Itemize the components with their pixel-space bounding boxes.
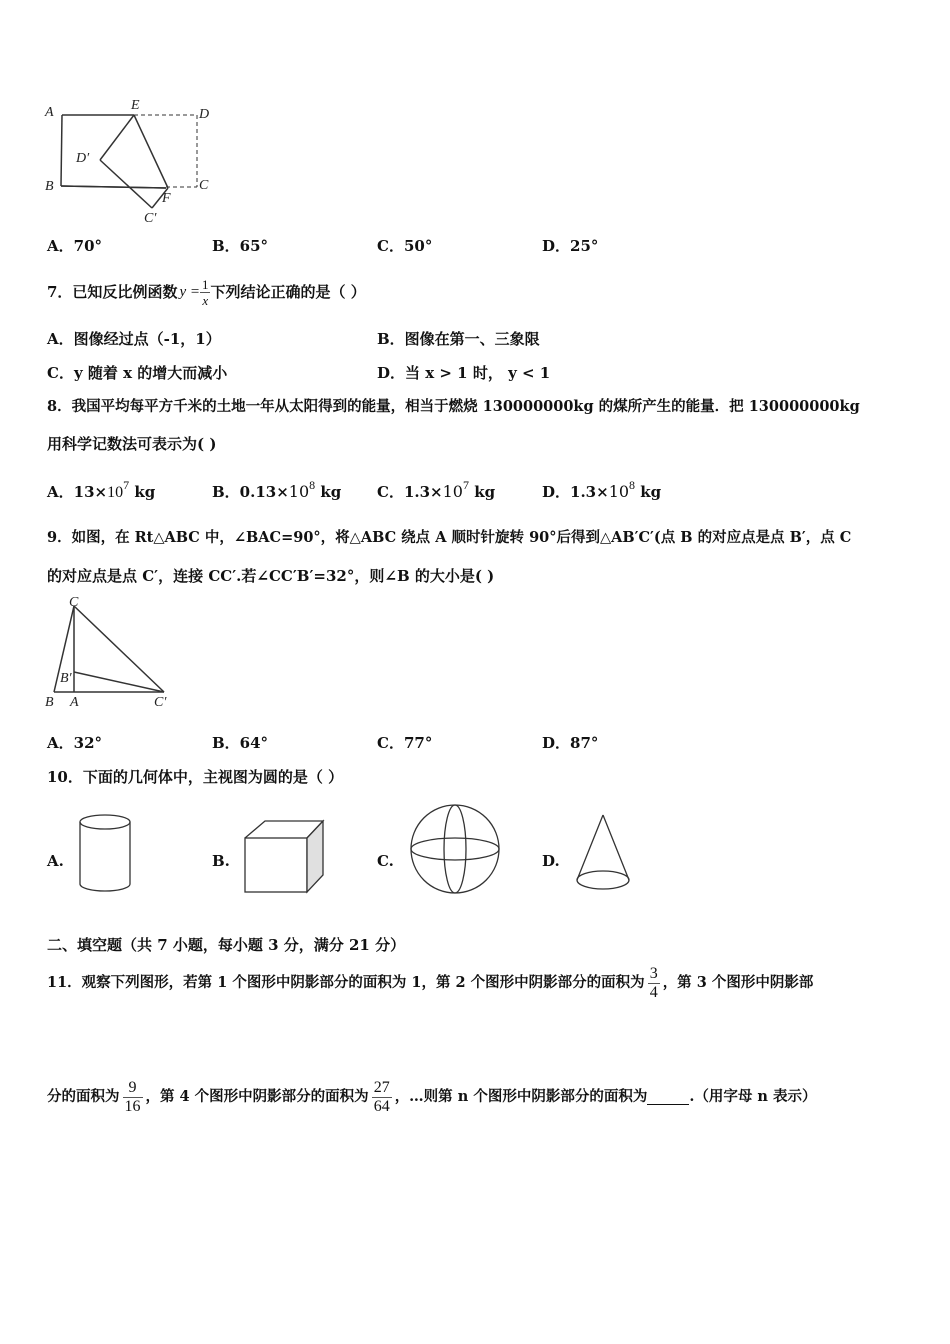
q8-option-b[interactable] xyxy=(212,478,342,503)
label-b: B xyxy=(45,179,54,194)
q10-stem: 10．下面的几何体中，主视图为圆的是（ ） xyxy=(47,768,344,786)
label-c: C xyxy=(69,596,79,610)
q10-option-c-label[interactable]: C. xyxy=(377,852,394,870)
q9-stem-line1: 9．如图，在 Rt△ABC 中，∠BAC=90°，将△ABC 绕点 A 顺时针旋转 90°后得到△AB′C′(点 B 的对应点是点 B′，点 C xyxy=(47,529,852,546)
q7-option-a[interactable]: A．图像经过点（-1，1） xyxy=(47,330,221,348)
q8-b-exp: 8 xyxy=(309,478,316,492)
q8-option-d[interactable] xyxy=(542,478,662,503)
q9-option-c[interactable]: C．77° xyxy=(377,734,433,752)
q8-b-unit: kg xyxy=(320,483,342,501)
cube-icon[interactable] xyxy=(240,818,328,896)
q11-f1-den: 4 xyxy=(649,983,658,1001)
q9-stem-line2: 的对应点是点 C′，连接 CC′.若∠CC′B′=32°，则∠B 的大小是( ) xyxy=(47,567,495,585)
q8-d-prefix: D．1.3× xyxy=(542,483,609,501)
q7-frac-num: 1 xyxy=(201,276,209,292)
q9-option-a[interactable]: A．32° xyxy=(47,734,103,752)
q8-a-base: 10 xyxy=(107,484,124,501)
q11-line2-c: ，…则第 n 个图形中阴影部分的面积为 xyxy=(394,1088,648,1105)
q8-d-exp: 8 xyxy=(629,478,636,492)
q8-d-base: 10 xyxy=(608,482,630,501)
q8-option-a[interactable] xyxy=(47,478,156,503)
q7-formula-y: y = xyxy=(179,284,200,300)
q8-d-unit: kg xyxy=(640,483,662,501)
fold-rectangle-figure xyxy=(40,96,230,226)
q11-f1-num: 3 xyxy=(649,964,658,982)
label-c-prime: C′ xyxy=(144,211,157,226)
label-f: F xyxy=(162,191,171,206)
label-c: C xyxy=(199,178,209,193)
q11-line1-b: ，第 3 个图形中阴影部 xyxy=(662,974,814,991)
q8-a-exp: 7 xyxy=(123,478,130,492)
q11-line2-d: .（用字母 n 表示） xyxy=(689,1088,817,1105)
q7-formula-fraction xyxy=(200,277,211,308)
q10-option-a-label[interactable]: A. xyxy=(47,852,64,870)
q11-f2-den: 16 xyxy=(124,1097,141,1115)
q11-f3-num: 27 xyxy=(373,1078,390,1096)
q8-b-base: 10 xyxy=(288,482,310,501)
q8-stem-line1: 8．我国平均每平方千米的土地一年从太阳得到的能量，相当于燃烧 130000000kg 的煤所产生的能量．把 130000000kg xyxy=(47,398,860,415)
q8-c-prefix: C．1.3× xyxy=(377,483,443,501)
q6-option-d[interactable]: D．25° xyxy=(542,237,599,255)
q6-option-a[interactable]: A．70° xyxy=(47,237,103,255)
q7-stem-prefix: 7．已知反比例函数 xyxy=(47,283,178,301)
q11-fraction-9-16 xyxy=(123,1079,143,1116)
q7-frac-den: x xyxy=(202,292,209,308)
label-b-prime: B′ xyxy=(60,671,72,686)
label-a: A xyxy=(45,105,54,120)
q11-fraction-27-64 xyxy=(372,1079,392,1116)
q11-line2-b: ，第 4 个图形中阴影部分的面积为 xyxy=(145,1088,369,1105)
q11-line1 xyxy=(47,960,813,1006)
label-b: B xyxy=(45,695,54,710)
q11-line1-a: 11．观察下列图形，若第 1 个图形中阴影部分的面积为 1，第 2 个图形中阴影部分的面积为 xyxy=(47,974,645,991)
q8-stem-line2: 用科学记数法可表示为( ) xyxy=(47,435,217,453)
q11-line2 xyxy=(47,1074,817,1120)
q8-c-base: 10 xyxy=(442,482,463,501)
q8-c-unit: kg xyxy=(474,483,496,501)
q11-answer-blank[interactable] xyxy=(647,1090,689,1105)
q7-option-b[interactable]: B．图像在第一、三象限 xyxy=(377,330,540,348)
label-a: A xyxy=(70,695,79,710)
q6-option-b[interactable]: B．65° xyxy=(212,237,269,255)
q9-option-d[interactable]: D．87° xyxy=(542,734,599,752)
label-d-prime: D′ xyxy=(76,151,90,166)
label-e: E xyxy=(131,98,140,113)
label-d: D xyxy=(199,107,210,122)
q8-option-c[interactable] xyxy=(377,478,496,503)
section-2-title: 二、填空题（共 7 小题，每小题 3 分，满分 21 分） xyxy=(47,936,406,954)
q7-stem xyxy=(47,272,366,312)
q6-option-c[interactable]: C．50° xyxy=(377,237,433,255)
q11-line2-a: 分的面积为 xyxy=(47,1088,120,1105)
q7-option-c[interactable]: C．y 随着 x 的增大而减小 xyxy=(47,364,228,382)
q8-a-unit: kg xyxy=(134,483,156,501)
q9-option-b[interactable]: B．64° xyxy=(212,734,269,752)
q7-option-d[interactable]: D．当 x > 1 时， y < 1 xyxy=(377,364,551,382)
q11-f3-den: 64 xyxy=(373,1097,390,1115)
q11-fraction-3-4 xyxy=(648,965,660,1002)
cylinder-icon[interactable] xyxy=(75,812,135,894)
cone-icon[interactable] xyxy=(572,812,634,894)
q11-f2-num: 9 xyxy=(123,1079,143,1098)
q10-option-b-label[interactable]: B. xyxy=(212,852,230,870)
label-c-prime: C′ xyxy=(154,695,167,710)
q8-b-prefix: B．0.13× xyxy=(212,483,289,501)
q7-stem-suffix: 下列结论正确的是（ ） xyxy=(210,283,366,301)
q8-c-exp: 7 xyxy=(462,478,469,492)
q10-option-d-label[interactable]: D. xyxy=(542,852,560,870)
rotated-triangle-figure xyxy=(40,596,180,711)
q8-a-prefix: A．13× xyxy=(47,483,108,501)
sphere-icon[interactable] xyxy=(406,802,504,896)
